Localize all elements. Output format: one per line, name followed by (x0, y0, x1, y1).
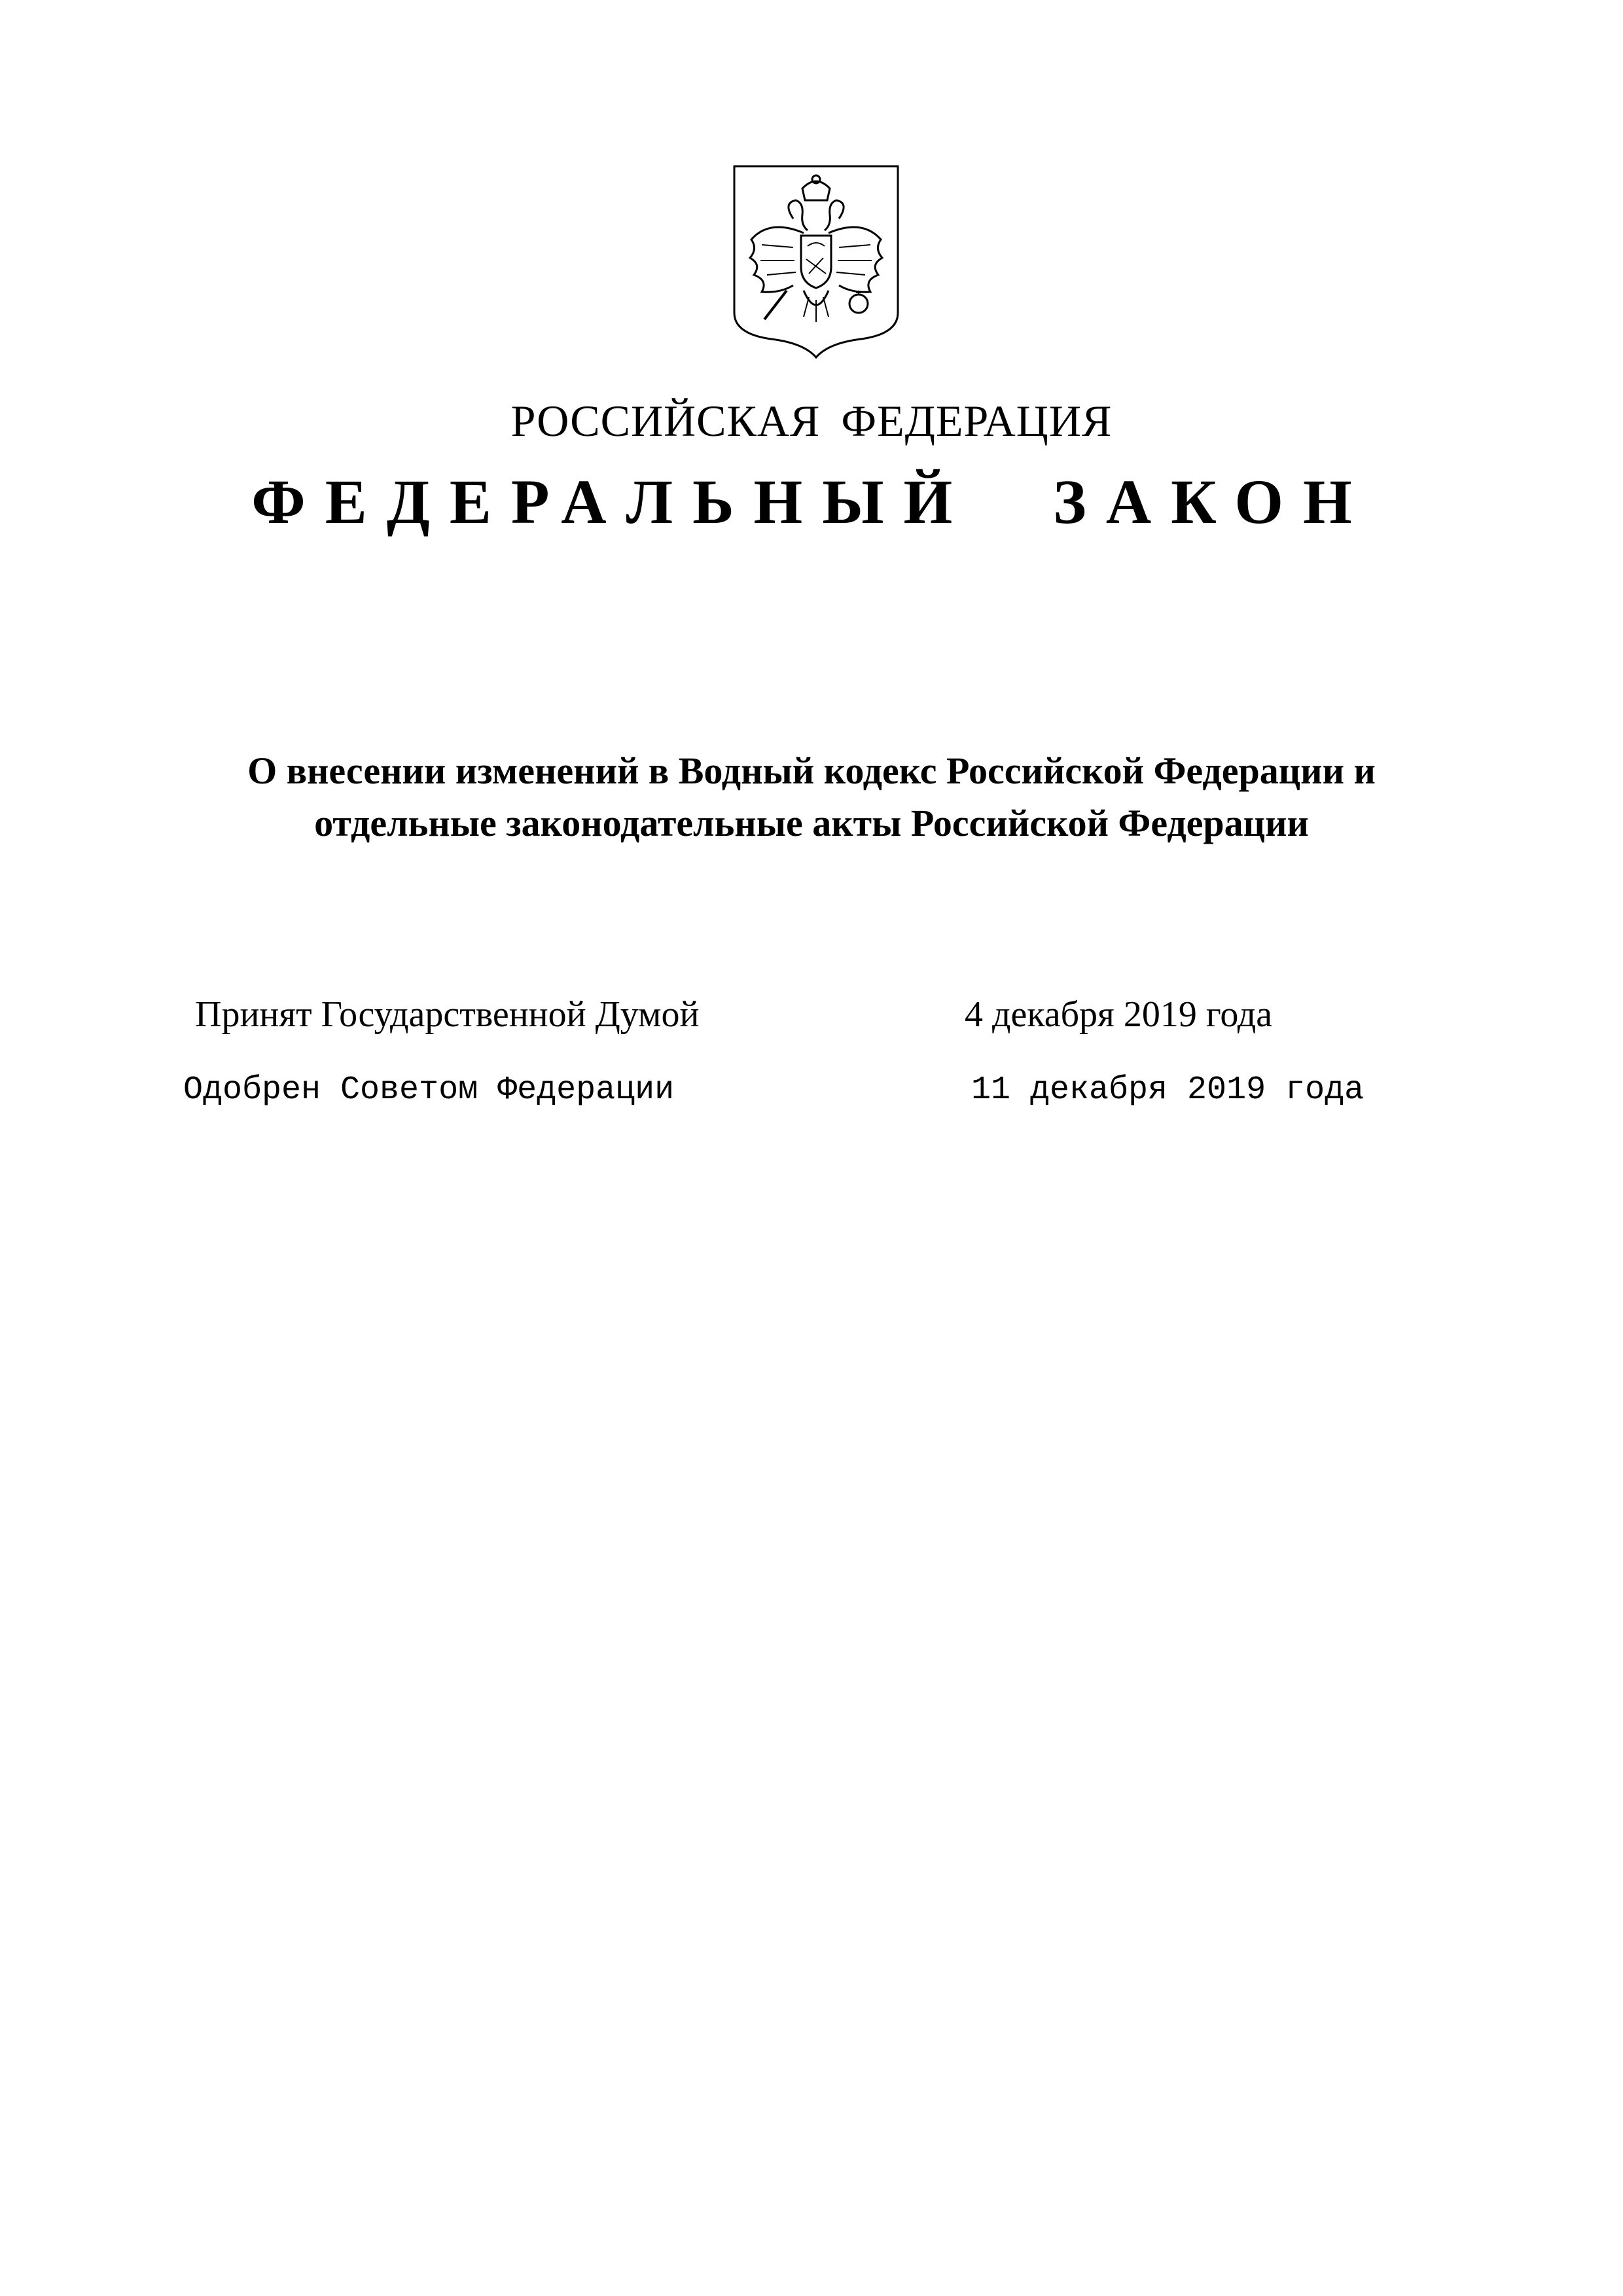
approved-by-council-date: 11 декабря 2019 года (971, 1071, 1364, 1109)
law-title-line: О внесении изменений в Водный кодекс Российской Федерации и (247, 749, 1376, 792)
document-type: ФЕДЕРАЛЬНЫЙ ЗАКОН (251, 467, 1372, 537)
law-title-line: отдельные законодательные акты Российской Федерации (314, 802, 1309, 844)
country-name: РОССИЙСКАЯ ФЕДЕРАЦИЯ (510, 396, 1113, 446)
coat-of-arms-icon (730, 162, 902, 360)
approved-by-council-label: Одобрен Советом Федерации (183, 1071, 675, 1109)
law-title (157, 745, 1466, 850)
adopted-by-duma-date: 4 декабря 2019 года (965, 994, 1273, 1035)
adopted-by-duma-label: Принят Государственной Думой (195, 994, 700, 1035)
